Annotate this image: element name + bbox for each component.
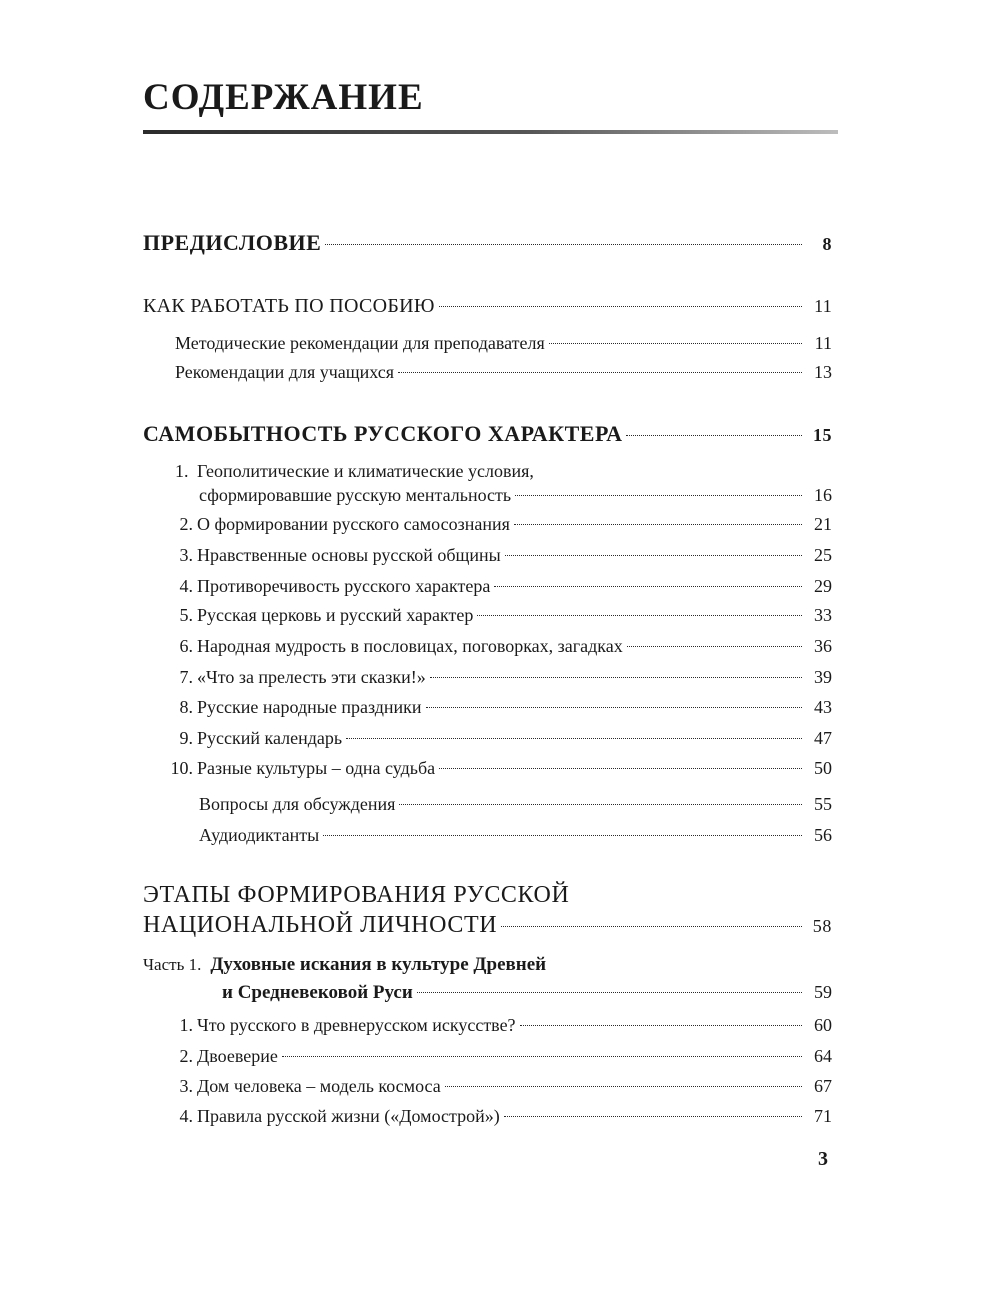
toc-entry-page: 11 <box>814 333 832 353</box>
toc-entry-discussion-questions[interactable] <box>199 794 832 815</box>
dot-leader <box>426 707 802 708</box>
toc-entry-item-10[interactable] <box>163 758 832 779</box>
dot-leader <box>430 677 802 678</box>
toc-entry-title: Двоеверие <box>197 1046 278 1066</box>
toc-entry-title: КАК РАБОТАТЬ ПО ПОСОБИЮ <box>143 295 435 317</box>
toc-entry-page: 33 <box>814 605 832 625</box>
toc-part-label: Часть 1. <box>143 955 202 974</box>
dot-leader <box>514 524 802 525</box>
toc-entry-num: 1. <box>175 461 189 481</box>
toc-entry-page: 47 <box>814 728 832 748</box>
dot-leader <box>323 835 802 836</box>
toc-entry-page: 64 <box>814 1046 832 1066</box>
toc-part-1-line2[interactable] <box>222 982 832 1004</box>
toc-entry-title: Духовные искания в культуре Древней <box>210 954 547 975</box>
toc-entry-page: 8 <box>822 234 832 254</box>
toc-section-stages-line1[interactable] <box>143 882 569 909</box>
toc-entry-num: 8. <box>179 697 193 717</box>
toc-entry-part1-item-3[interactable] <box>175 1076 832 1097</box>
dot-leader <box>346 738 802 739</box>
toc-entry-item-5[interactable] <box>175 605 832 626</box>
toc-entry-page: 60 <box>814 1015 832 1035</box>
toc-entry-title: Дом человека – модель космоса <box>197 1076 441 1096</box>
dot-leader <box>325 244 802 245</box>
toc-entry-num: 4. <box>179 576 193 596</box>
toc-entry-part1-item-4[interactable] <box>175 1106 832 1127</box>
toc-entry-title: Разные культуры – одна судьба <box>197 758 436 778</box>
toc-entry-item-9[interactable] <box>175 728 832 749</box>
toc-entry-page: 13 <box>814 362 832 382</box>
toc-entry-page: 55 <box>814 794 832 814</box>
toc-entry-num: 6. <box>179 636 193 656</box>
toc-entry-title: Русский календарь <box>197 728 343 748</box>
dot-leader <box>549 343 802 344</box>
toc-entry-title: НАЦИОНАЛЬНОЙ ЛИЧНОСТИ <box>143 912 498 938</box>
toc-entry-page: 58 <box>812 916 832 936</box>
toc-entry-title: сформировавшие русскую ментальность <box>199 485 512 505</box>
toc-entry-title: ЭТАПЫ ФОРМИРОВАНИЯ РУССКОЙ <box>143 882 570 908</box>
toc-entry-item-6[interactable] <box>175 636 832 657</box>
toc-entry-num: 9. <box>179 728 193 748</box>
toc-entry-title: Противоречивость русского характера <box>197 576 491 596</box>
toc-entry-num: 2. <box>179 514 193 534</box>
toc-part-1-line1[interactable] <box>143 954 546 976</box>
toc-entry-page: 11 <box>814 296 832 316</box>
toc-entry-item-8[interactable] <box>175 697 832 718</box>
dot-leader <box>504 1116 802 1117</box>
dot-leader <box>505 555 802 556</box>
toc-entry-title: Вопросы для обсуждения <box>199 794 396 814</box>
toc-entry-item-1-line2[interactable] <box>199 485 832 506</box>
toc-entry-title: Геополитические и климатические условия, <box>197 461 534 481</box>
toc-entry-page: 21 <box>814 514 832 534</box>
toc-entry-part1-item-1[interactable] <box>175 1015 832 1036</box>
toc-entry-num: 4. <box>179 1106 193 1126</box>
dot-leader <box>399 804 802 805</box>
page-title: СОДЕРЖАНИЕ <box>143 77 424 118</box>
toc-entry-student-recommendations[interactable] <box>175 362 832 383</box>
dot-leader <box>398 372 802 373</box>
toc-entry-num: 3. <box>179 545 193 565</box>
toc-entry-audio-dictations[interactable] <box>199 825 832 846</box>
toc-entry-title: Русская церковь и русский характер <box>197 605 474 625</box>
toc-entry-page: 59 <box>814 982 832 1002</box>
toc-entry-page: 67 <box>814 1076 832 1096</box>
toc-entry-num: 1. <box>179 1015 193 1035</box>
toc-entry-title: Правила русской жизни («Домострой») <box>197 1106 500 1126</box>
toc-entry-how-to[interactable] <box>143 295 832 318</box>
dot-leader <box>417 992 802 993</box>
toc-section-russian-character[interactable] <box>143 421 832 447</box>
toc-entry-item-2[interactable] <box>175 514 832 535</box>
toc-entry-num: 7. <box>179 667 193 687</box>
toc-entry-page: 56 <box>814 825 832 845</box>
dot-leader <box>439 306 802 307</box>
toc-entry-page: 50 <box>814 758 832 778</box>
toc-entry-title: «Что за прелесть эти сказки!» <box>197 667 426 687</box>
toc-entry-item-7[interactable] <box>175 667 832 688</box>
toc-entry-item-1-line1[interactable] <box>175 461 534 482</box>
toc-entry-title: О формировании русского самосознания <box>197 514 510 534</box>
dot-leader <box>282 1056 802 1057</box>
toc-entry-title: Нравственные основы русской общины <box>197 545 501 565</box>
dot-leader <box>626 435 802 436</box>
dot-leader <box>477 615 802 616</box>
toc-entry-num: 3. <box>179 1076 193 1096</box>
toc-entry-num: 10. <box>170 758 193 778</box>
toc-entry-title: САМОБЫТНОСТЬ РУССКОГО ХАРАКТЕРА <box>143 421 623 446</box>
toc-entry-item-4[interactable] <box>175 576 832 597</box>
toc-entry-page: 16 <box>814 485 832 505</box>
toc-entry-teacher-recommendations[interactable] <box>175 333 832 354</box>
dot-leader <box>501 926 802 927</box>
toc-entry-title: ПРЕДИСЛОВИЕ <box>143 230 322 255</box>
toc-entry-title: Что русского в древнерусском искусстве? <box>197 1015 516 1035</box>
toc-entry-page: 43 <box>814 697 832 717</box>
toc-entry-page: 25 <box>814 545 832 565</box>
toc-entry-title: Рекомендации для учащихся <box>175 362 395 382</box>
toc-section-stages-line2[interactable] <box>143 912 832 939</box>
toc-entry-page: 15 <box>813 425 832 445</box>
dot-leader <box>520 1025 802 1026</box>
toc-entry-title: и Средневековой Руси <box>222 982 413 1003</box>
toc-entry-part1-item-2[interactable] <box>175 1046 832 1067</box>
toc-entry-page: 29 <box>814 576 832 596</box>
page-number: 3 <box>818 1148 828 1170</box>
dot-leader <box>439 768 802 769</box>
toc-entry-title: Методические рекомендации для преподавателя <box>175 333 545 353</box>
dot-leader <box>494 586 802 587</box>
dot-leader <box>445 1086 802 1087</box>
toc-entry-page: 39 <box>814 667 832 687</box>
toc-entry-title: Народная мудрость в пословицах, поговорках, загадках <box>197 636 623 656</box>
toc-entry-title: Русские народные праздники <box>197 697 422 717</box>
toc-entry-num: 5. <box>179 605 193 625</box>
dot-leader <box>627 646 802 647</box>
toc-entry-title: Аудиодиктанты <box>199 825 320 845</box>
toc-entry-page: 71 <box>814 1106 832 1126</box>
toc-entry-page: 36 <box>814 636 832 656</box>
toc-entry-preface[interactable] <box>143 230 832 256</box>
dot-leader <box>515 495 802 496</box>
toc-entry-item-3[interactable] <box>175 545 832 566</box>
toc-entry-num: 2. <box>179 1046 193 1066</box>
